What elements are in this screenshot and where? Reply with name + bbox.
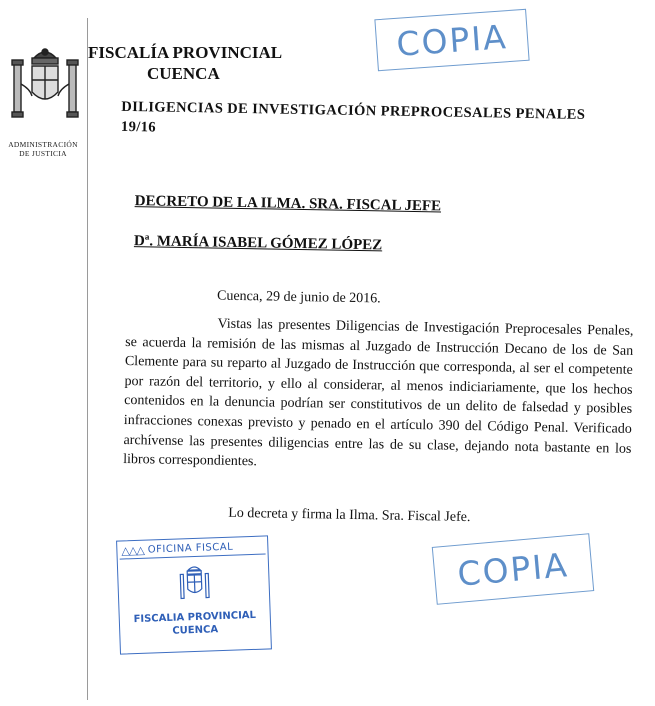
admin-line-2: DE JUSTICIA [4, 149, 82, 158]
date-line: Cuenca, 29 de junio de 2016. [217, 289, 381, 308]
fiscal-stamp-header-text: OFICINA FISCAL [148, 542, 234, 556]
closing-line: Lo decreta y firma la Ilma. Sra. Fiscal Jefe. [228, 506, 470, 526]
fiscal-office-stamp [116, 535, 272, 654]
stamp-crest-icon [177, 563, 212, 604]
decree-title: DECRETO DE LA ILMA. SRA. FISCAL JEFE [135, 193, 442, 215]
office-city: CUENCA [88, 63, 282, 84]
admin-line-1: ADMINISTRACIÓN [4, 140, 82, 149]
decree-body: Vistas las presentes Diligencias de Investigación Preprocesales Penales, se acuerda la remisión de las mismas al Juzgado de Instrucción Decano de los de San Clemente para su reparto al Juzgado de Instrucción que corresponda, al ser el competente por razón del territorio, y ello al considerar, al menos indiciariamente, que los hechos contenidos en la denuncia podrían ser constitutivos de un delito de falsedad y posibles infracciones conexas previsto y penado en el artículo 390 del Código Penal. Verificado archívense las presentes diligencias entre las de su clase, dejando nota bastante en los libros correspondientes. [123, 313, 634, 479]
proceedings-title-text: DILIGENCIAS DE INVESTIGACIÓN PREPROCESALES PENALES [121, 99, 585, 123]
fiscal-stamp-line-2: CUENCA [120, 621, 270, 639]
decree-person: Dª. MARÍA ISABEL GÓMEZ LÓPEZ [134, 233, 383, 254]
office-name: FISCALÍA PROVINCIAL [88, 43, 282, 62]
copy-stamp-bottom: COPIA [432, 533, 594, 605]
fiscal-stamp-line-1: FISCALIA PROVINCIAL [120, 608, 270, 626]
proceedings-title [121, 97, 627, 146]
proceedings-number: 19/16 [121, 117, 626, 146]
fiscal-stamp-name [120, 608, 271, 639]
scales-icon: △△△ [121, 544, 144, 558]
copy-stamp-top: COPIA [374, 9, 529, 71]
